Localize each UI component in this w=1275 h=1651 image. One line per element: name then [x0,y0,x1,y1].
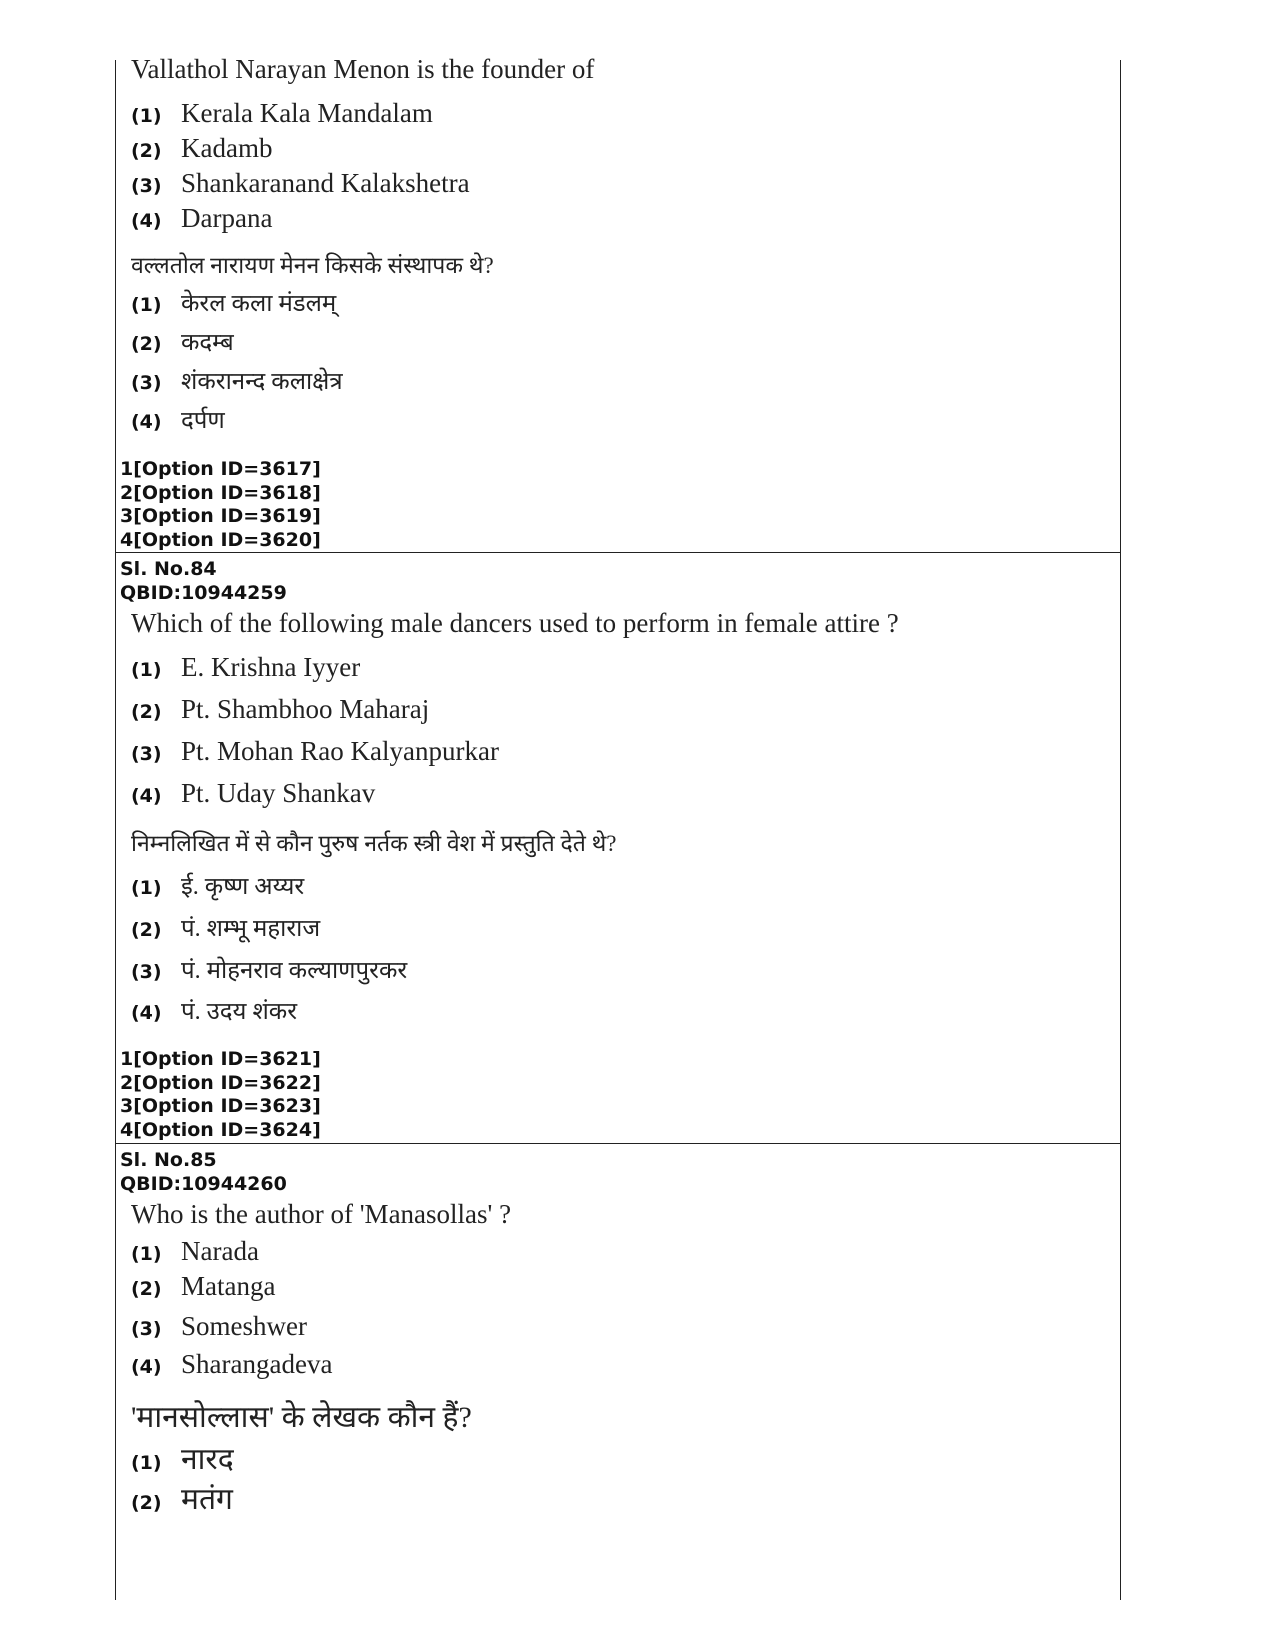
option-number: (2) [131,919,162,941]
option-number: (1) [131,1452,162,1474]
option-text: ई. कृष्ण अय्यर [181,874,305,900]
option-number: (3) [131,1318,162,1340]
option-id: 2[Option ID=3622] [120,1071,321,1094]
question-bank-id: QBID:10944260 [120,1172,287,1195]
option-1-en [131,652,360,683]
question-divider [116,552,1120,553]
question-text-hi: निम्नलिखित में से कौन पुरुष नर्तक स्त्री वेश में प्रस्तुति देते थे? [131,831,617,856]
option-text: Narada [181,1236,259,1266]
option-text: Pt. Shambhoo Maharaj [181,694,430,724]
option-1-hi [131,869,304,902]
question-text-en: Which of the following male dancers used to perform in female attire ? [131,608,899,638]
option-text: Pt. Uday Shankav [181,778,376,808]
option-number: (1) [131,1243,162,1265]
option-number: (3) [131,743,162,765]
option-id-list [120,458,321,552]
option-text: Kadamb [181,133,273,163]
option-number: (4) [131,411,162,433]
option-text: पं. शम्भू महाराज [181,916,321,942]
option-text: Matanga [181,1271,276,1301]
option-id-list [120,1048,321,1142]
option-number: (4) [131,785,162,807]
option-2-hi [131,325,234,358]
question-text-hi: वल्लतोल नारायण मेनन किसके संस्थापक थे? [131,253,494,278]
option-id: 4[Option ID=3620] [120,528,321,551]
option-text: Darpana [181,203,273,233]
question-text-hi: 'मानसोल्लास' के लेखक कौन हैं? [131,1401,472,1434]
option-text: Sharangadeva [181,1349,333,1379]
option-text: Pt. Mohan Rao Kalyanpurkar [181,736,499,766]
option-text: Shankaranand Kalakshetra [181,168,470,198]
option-3-hi [131,953,407,986]
option-text: नारद [181,1443,234,1476]
question-paper-frame [115,54,1121,1600]
question-divider [116,1143,1120,1144]
option-2-hi [131,1477,233,1518]
option-text: पं. मोहनराव कल्याणपुरकर [181,958,408,984]
option-text: कदम्ब [181,330,234,356]
option-id: 3[Option ID=3619] [120,505,321,527]
option-4-hi [131,403,225,436]
question-meta [120,558,287,605]
option-text: Kerala Kala Mandalam [181,98,433,128]
serial-number: Sl. No.85 [120,1149,217,1171]
question-bank-id: QBID:10944259 [120,581,287,604]
option-number: (1) [131,659,162,681]
option-4-en [131,203,272,234]
option-number: (2) [131,1492,162,1514]
option-id: 1[Option ID=3617] [120,458,321,480]
option-3-en [131,168,470,199]
option-number: (3) [131,961,162,983]
option-number: (2) [131,333,162,355]
option-number: (1) [131,294,162,316]
option-number: (4) [131,210,162,232]
option-1-hi [131,286,336,319]
option-number: (2) [131,140,162,162]
option-text: केरल कला मंडलम् [181,291,337,317]
option-number: (1) [131,105,162,127]
option-id: 2[Option ID=3618] [120,481,321,504]
option-number: (3) [131,175,162,197]
option-number: (2) [131,1278,162,1300]
option-number: (4) [131,1356,162,1378]
option-id: 3[Option ID=3623] [120,1095,321,1117]
option-1-hi [131,1437,234,1478]
option-3-en [131,1311,307,1342]
option-4-hi [131,994,297,1027]
option-number: (1) [131,877,162,899]
option-text: शंकरानन्द कलाक्षेत्र [181,369,343,395]
serial-number: Sl. No.84 [120,558,217,580]
option-1-en [131,1236,259,1267]
option-4-en [131,778,375,809]
option-id: 1[Option ID=3621] [120,1048,321,1070]
option-text: पं. उदय शंकर [181,999,298,1025]
option-id: 4[Option ID=3624] [120,1118,321,1141]
option-text: मतंग [181,1483,233,1516]
option-3-en [131,736,499,767]
option-1-en [131,98,433,129]
question-text-en: Who is the author of 'Manasollas' ? [131,1199,512,1229]
option-2-en [131,1271,275,1302]
option-3-hi [131,364,343,397]
question-meta [120,1149,287,1196]
option-text: Someshwer [181,1311,307,1341]
option-text: दर्पण [181,408,225,434]
option-2-en [131,133,272,164]
question-text-en: Vallathol Narayan Menon is the founder of [131,54,595,84]
option-number: (4) [131,1002,162,1024]
option-number: (2) [131,701,162,723]
option-text: E. Krishna Iyyer [181,652,361,682]
option-4-en [131,1349,332,1380]
option-number: (3) [131,372,162,394]
option-2-en [131,694,429,725]
option-2-hi [131,911,320,944]
